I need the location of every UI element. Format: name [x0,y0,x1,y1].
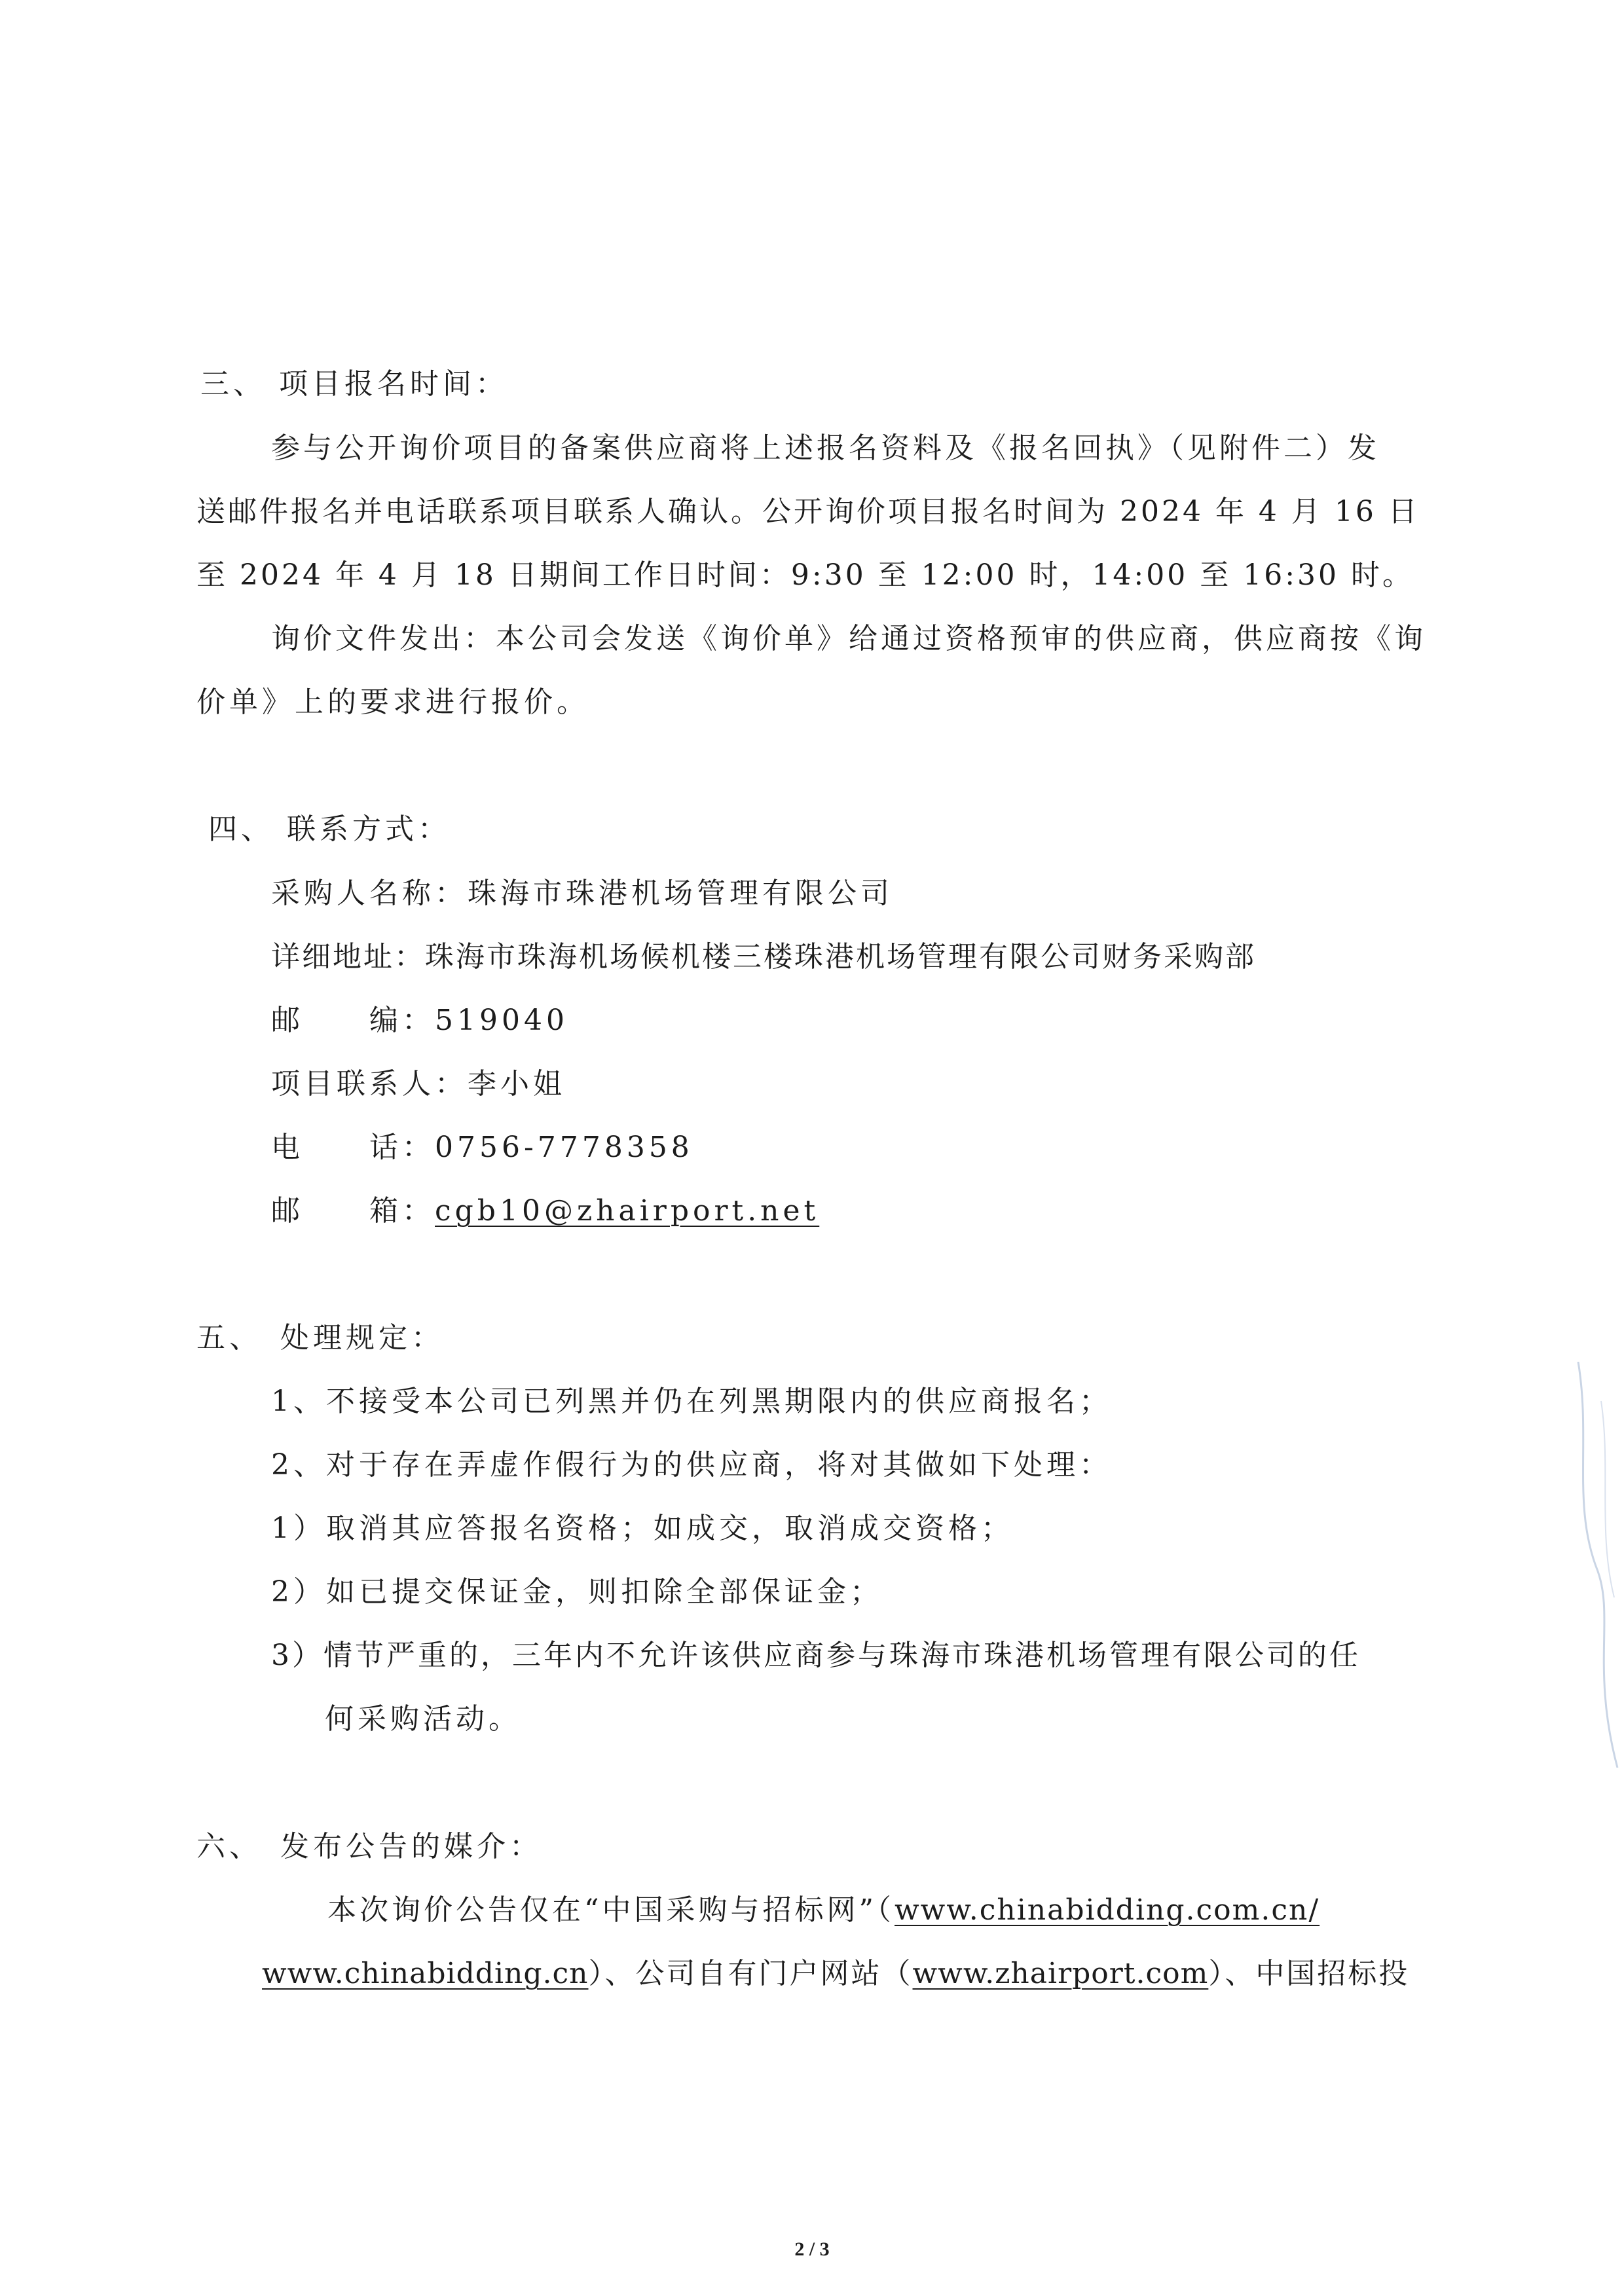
rule-subitem-1: 1）取消其应答报名资格；如成交，取消成交资格； [271,1512,1014,1545]
section-6-line-1-text: 本次询价公告仅在“中国采购与招标网”（ [327,1893,895,1927]
buyer-name: 采购人名称：珠海市珠港机场管理有限公司 [271,877,893,910]
zhairport-link[interactable]: www.zhairport.com [912,1957,1209,1990]
section-3-paragraph-2-line-1: 询价文件发出：本公司会发送《询价单》给通过资格预审的供应商，供应商按《询 [271,622,1426,655]
section-6-line-2 [262,1954,1409,1994]
phone-value: 0756-7778358 [435,1131,693,1164]
email-row [271,1192,819,1231]
postcode-label: 邮 编： [271,1004,435,1037]
postcode-row [271,1001,568,1040]
phone-row [271,1128,693,1167]
buyer-address: 详细地址：珠海市珠海机场候机楼三楼珠港机场管理有限公司财务采购部 [271,940,1256,974]
chinabidding-com-cn-link[interactable]: www.chinabidding.com.cn/ [895,1893,1320,1927]
rule-subitem-3-line-1: 3）情节严重的，三年内不允许该供应商参与珠海市珠港机场管理有限公司的任 [271,1639,1361,1672]
section-6-line-1 [327,1891,1320,1930]
section-4-heading: 四、 联系方式： [208,812,451,846]
rule-subitem-2: 2）如已提交保证金，则扣除全部保证金； [271,1575,883,1609]
page-number: 2 / 3 [794,2238,830,2260]
scan-artifact [1552,1362,1624,1768]
contact-person: 项目联系人：李小姐 [271,1067,566,1101]
rule-subitem-3-line-2: 何采购活动。 [325,1702,521,1736]
email-link[interactable]: cgb10@zhairport.net [435,1194,820,1228]
section-3-paragraph-1-line-3: 至 2024 年 4 月 18 日期间工作日时间：9:30 至 12:00 时，14:00 至 16:30 时。 [196,558,1414,592]
section-6-heading: 六、 发布公告的媒介： [196,1830,542,1863]
section-3-heading: 三、 项目报名时间： [200,367,508,401]
section-3-paragraph-1-line-2: 送邮件报名并电话联系项目联系人确认。公开询价项目报名时间为 2024 年 4 月 16 日 [196,495,1420,528]
rule-item-1: 1、不接受本公司已列黑并仍在列黑期限内的供应商报名； [271,1385,1112,1418]
section-3-paragraph-2-line-2: 价单》上的要求进行报价。 [196,685,589,719]
section-5-heading: 五、 处理规定： [196,1321,444,1355]
rule-item-2: 2、对于存在弄虚作假行为的供应商，将对其做如下处理： [271,1448,1112,1482]
section-3-paragraph-1-line-1: 参与公开询价项目的备案供应商将上述报名资料及《报名回执》（见附件二）发 [271,431,1380,465]
section-6-line-2-middle: ）、公司自有门户网站（ [588,1957,913,1990]
chinabidding-cn-link[interactable]: www.chinabidding.cn [262,1957,589,1990]
email-label: 邮 箱： [271,1194,435,1228]
phone-label: 电 话： [271,1131,435,1164]
section-6-line-2-end: ）、中国招标投 [1208,1957,1410,1990]
postcode-value: 519040 [435,1004,568,1037]
